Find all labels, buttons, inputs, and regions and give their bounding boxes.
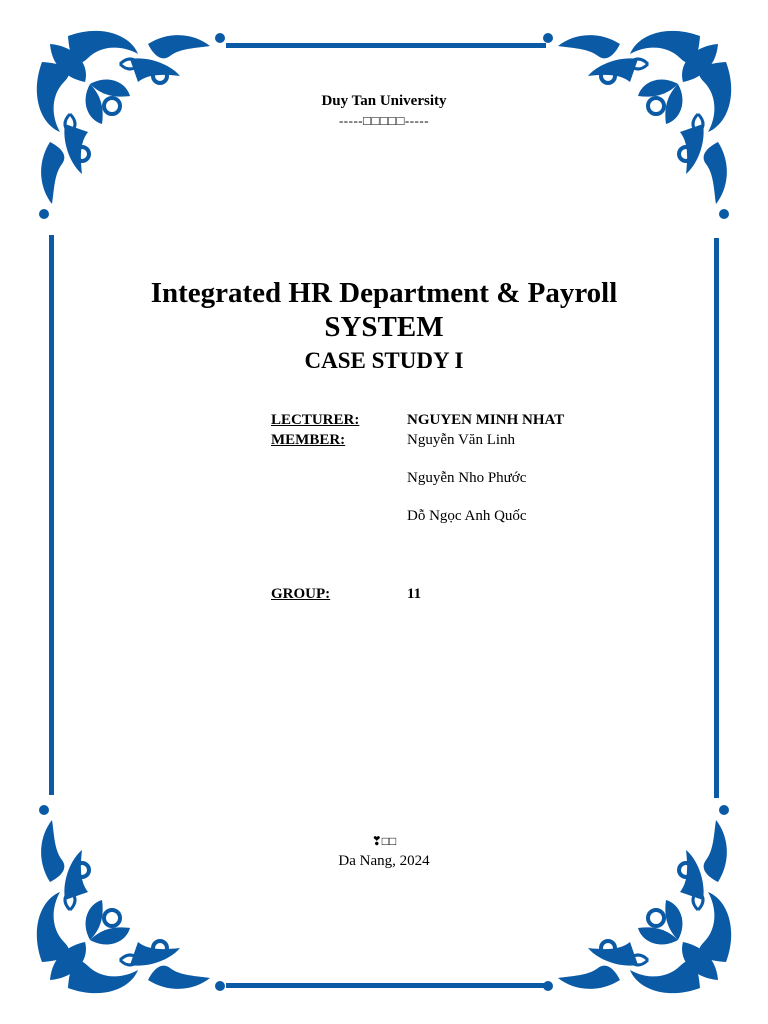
group-number: 11 <box>407 586 422 602</box>
member-name-3: Dỗ Ngọc Anh Quốc <box>407 508 527 524</box>
member-name-1: Nguyễn Văn Linh <box>407 432 516 448</box>
corner-ornament-bottom-left-icon <box>30 800 230 1000</box>
member-label: MEMBER: <box>271 432 346 448</box>
lecturer-label: LECTURER: <box>271 412 360 428</box>
document-title-line-2: SYSTEM <box>324 311 444 343</box>
place-date: Da Nang, 2024 <box>338 853 430 869</box>
decorative-mark: ❣□□ <box>371 834 397 848</box>
document-subtitle: CASE STUDY I <box>304 348 464 373</box>
border-bottom-line <box>226 983 546 988</box>
border-top-line <box>226 43 546 48</box>
group-label: GROUP: <box>271 586 331 602</box>
header-divider: -----□□□□□----- <box>338 113 430 128</box>
corner-ornament-bottom-right-icon <box>538 800 738 1000</box>
university-name: Duy Tan University <box>321 93 447 109</box>
member-name-2: Nguyễn Nho Phước <box>407 470 527 486</box>
lecturer-name: NGUYEN MINH NHAT <box>407 412 565 428</box>
document-title-line-1: Integrated HR Department & Payroll <box>150 277 618 309</box>
